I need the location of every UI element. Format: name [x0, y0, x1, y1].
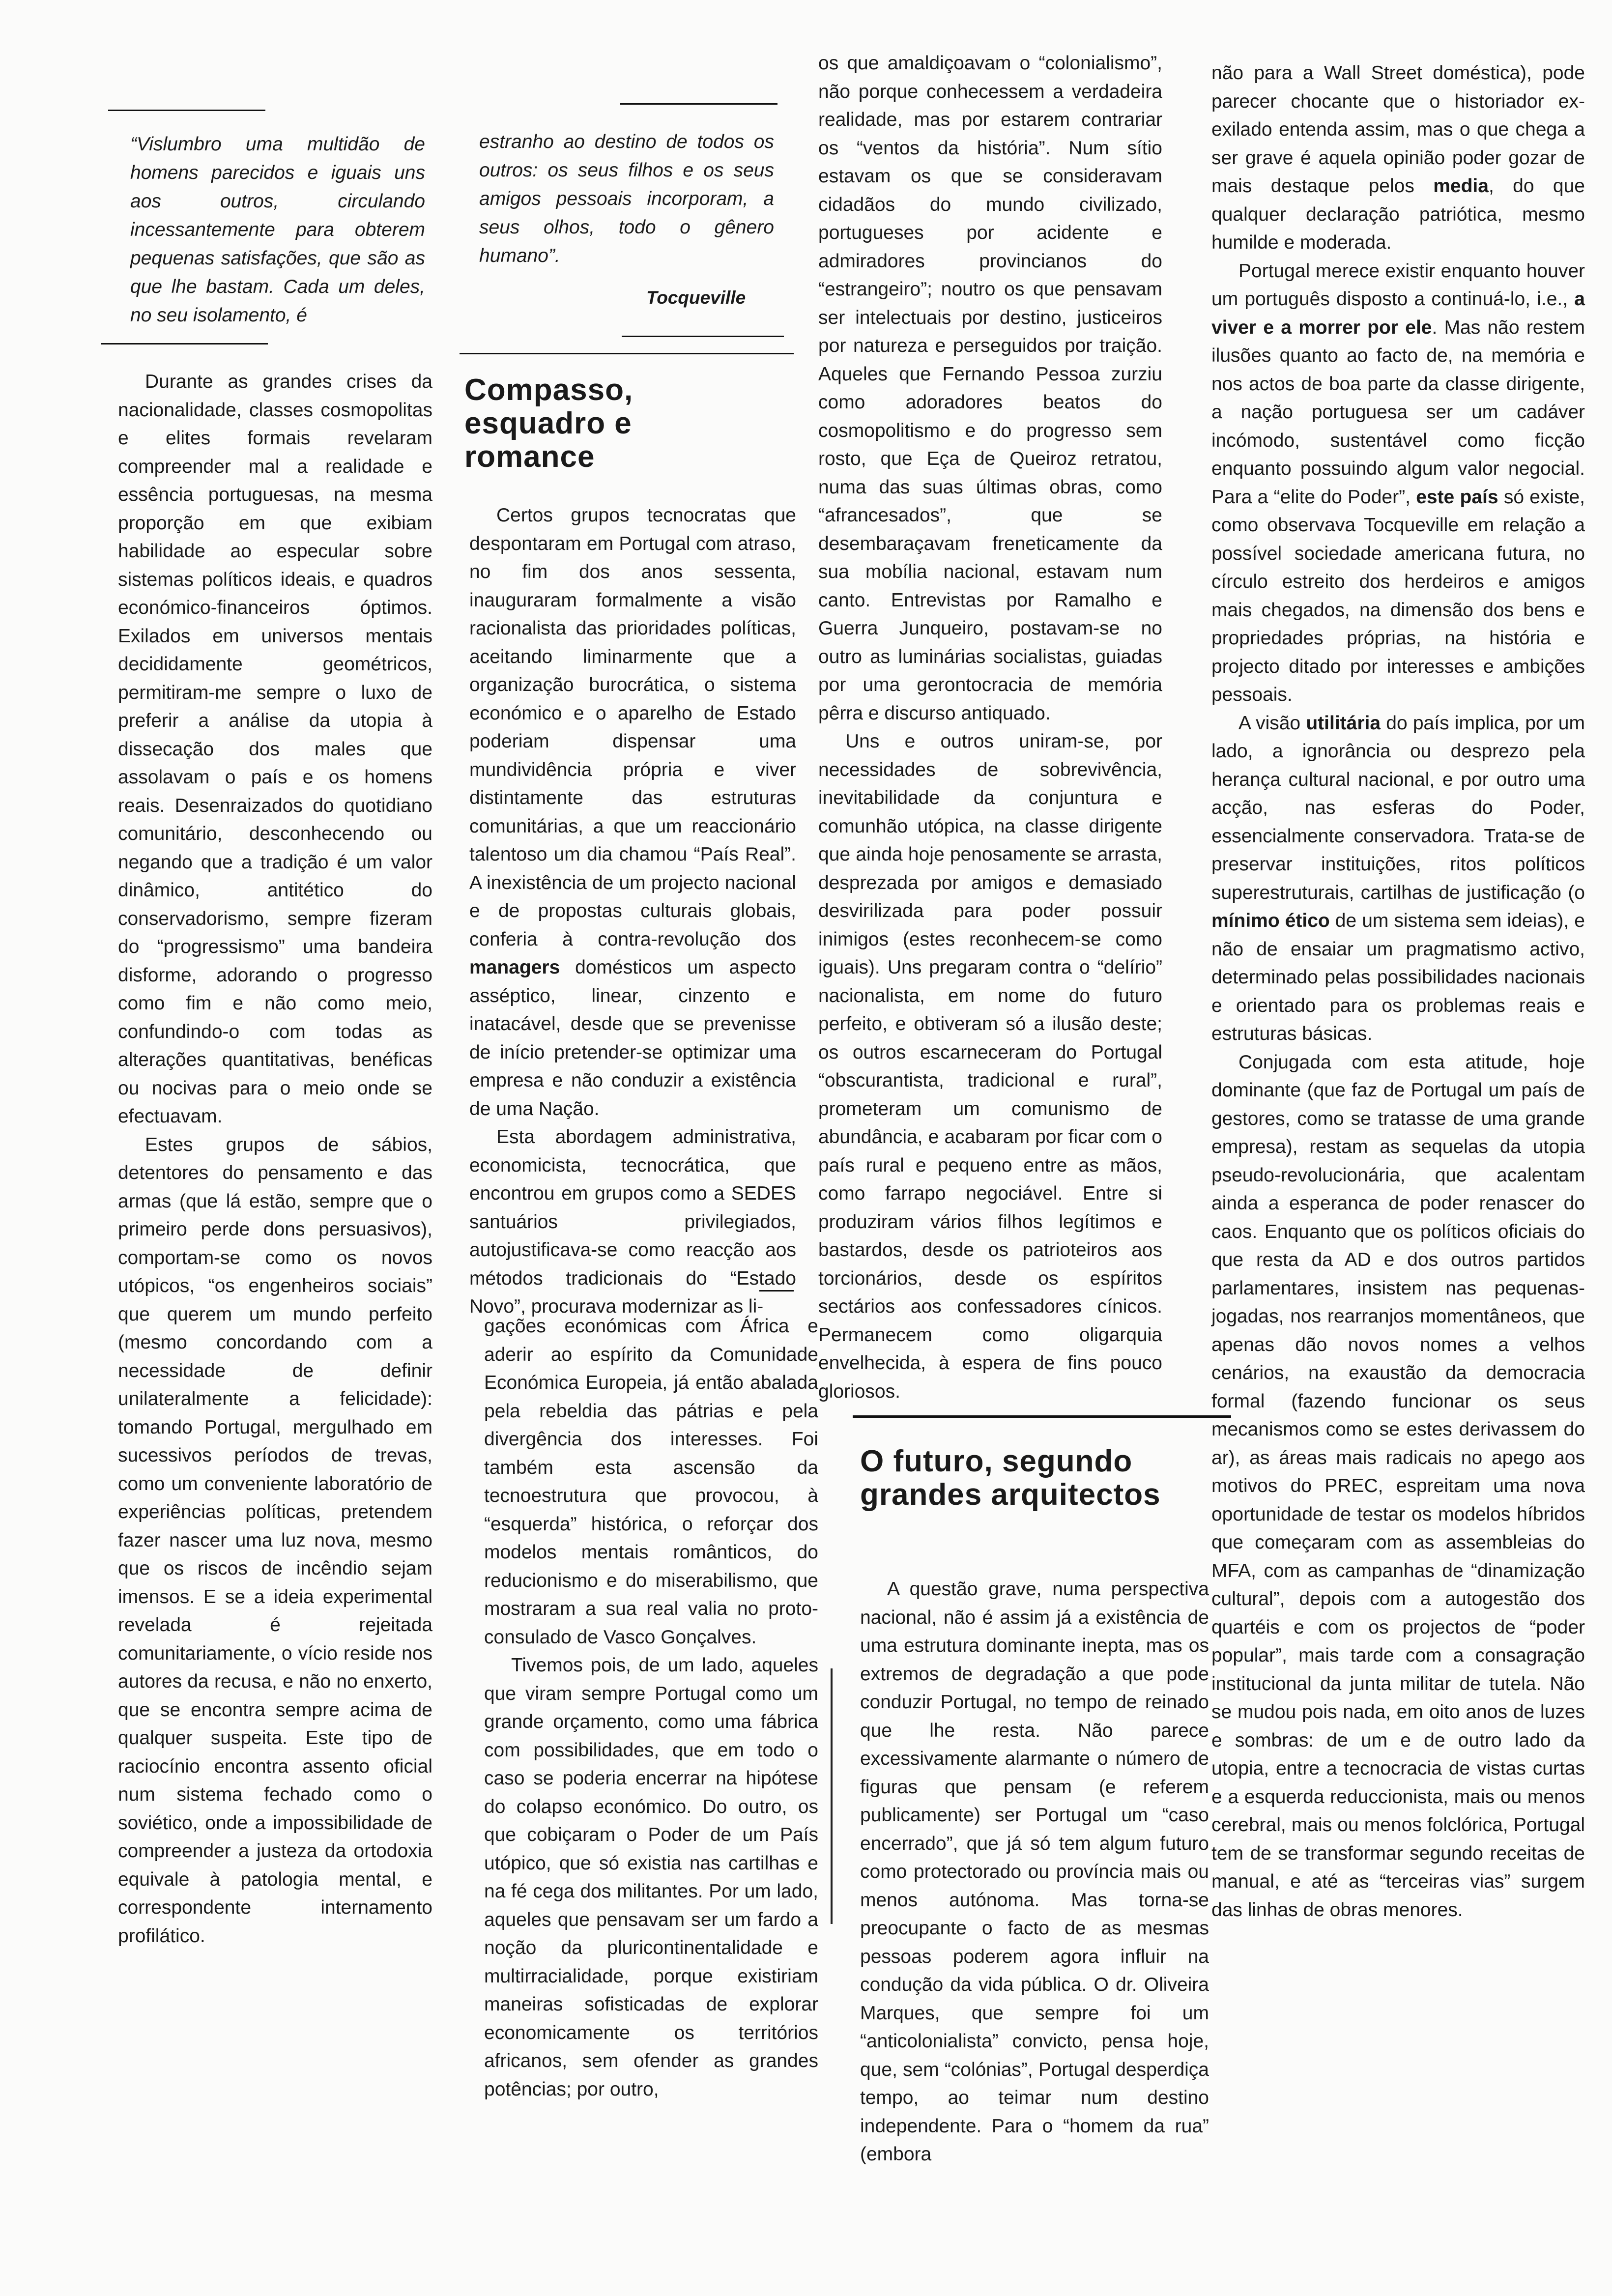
minimo-etico-term: mínimo ético: [1211, 910, 1330, 931]
col3-paragraph-1: os que amaldiçoavam o “colonialismo”, não porque conhecessem a verdadeira realidade, mas por estarem contrariar os “ventos da história”. Num sítio estavam os que se consideravam cidadãos do mundo civilizado, portugueses por acidente e admiradores provincianos do “estrangeiro”; noutro os que pensavam ser intelectuais por destino, justiceiros por natureza e perseguidos por traição. Aqueles que Fernando Pessoa zurziu como adoradores beatos do cosmopolitismo e do progresso sem rosto, que Eça de Queiroz retratou, numa das suas últimas obras, como “afrancesados”, que se desembaraçavam freneticamente da sua mobília nacional, estavam num canto. Entrevistas por Ramalho e Guerra Junqueiro, postavam-se no outro as luminárias socialistas, guiadas por uma gerontocracia de memória pêrra e discurso antiquado.: [818, 53, 1162, 724]
col2-paragraph-2-cont: gações económicas com África e aderir ao espírito da Comunidade Económica Europeia, já então abalada pela rebeldia das pátrias e pela divergência dos interesses. Foi também esta ascensão da tecnoestrutura que provocou, à “esquerda” histórica, o reforçar dos modelos mentais românticos, do reducionismo e do miserabilismo, que mostraram a sua real valia no proto-consulado de Vasco Gonçalves.: [484, 1316, 818, 1648]
column-3-bottom: [860, 1575, 1209, 2169]
col4-paragraph-2: Portugal merece existir enquanto houver um português disposto a continuá-lo, i.e., a viver e a morrer por ele. Mas não restem ilusões quanto ao facto de, na memória e nos actos de boa parte da classe dirigente, a nação portuguesa ser um cadáver incómodo, sustentável como ficção enquanto possuindo algum valor negocial. Para a “elite do Poder”, este país só existe, como observava Tocqueville em relação a possível sociedade americana futura, no círculo estreito dos herdeiros e amigos mais chegados, na dimensão dos bens e propriedades próprias, na história e projecto ditado por interesses e ambições pessoais.: [1211, 260, 1585, 705]
col3-paragraph-3: A questão grave, numa perspectiva nacional, não é assim já a existência de uma estrutura dominante inepta, mas os extremos de degradação a que pode conduzir Portugal, no tempo de reinado que lhe resta. Não parece excessivamente alarmante o número de figuras que pensam (e referem publicamente) ser Portugal um “caso encerrado”, que já só tem algum futuro como protectorado ou província mais ou menos autónoma. Mas torna-se preocupante o facto de as mesmas pessoas poderem agora influir na condução da vida pública. O dr. Oliveira Marques, que sempre foi um “anticolonialista” convicto, pensa hoje, que, sem “colónias”, Portugal desperdiça tempo, ao teimar num destino independente. Para o “homem da rua” (embora: [860, 1578, 1209, 2165]
managers-term: managers: [469, 957, 560, 978]
column-3: [818, 49, 1162, 1406]
headline-compasso: Compasso, esquadro e romance: [464, 373, 633, 474]
section2-rule: [853, 1415, 1231, 1418]
section-rule-top: [460, 353, 794, 354]
quote-rule-top-right: [620, 103, 777, 105]
col4-paragraph-3: A visão utilitária do país implica, por um lado, a ignorância ou desprezo pela herança cultural nacional, e por outro uma acção, nas esferas do Poder, essencialmente conservadora. Trata-se de preservar instituições, ritos políticos superestruturais, cartilhas de justificação (o mínimo ético de um sistema sem ideias), e não de ensaiar um pragmatismo activo, determinado pelas possibilidades nacionais e orientado para os problemas reais e estruturas básicas.: [1211, 712, 1585, 1044]
quote-rule-bottom-right: [622, 336, 784, 337]
quote-rule-bottom-left: [101, 343, 268, 344]
col2-divider: [759, 1290, 794, 1292]
quote-left-text: “Vislumbro uma multidão de homens parecidos e iguais uns aos outros, circulando incessantemente para obterem pequenas satisfações, que são as que lhe bastam. Cada um deles, no seu isolamento, é: [130, 134, 425, 326]
quote-right-text: estranho ao destino de todos os outros: os seus filhos e os seus amigos pessoais incorporam, a seus olhos, todo o gênero humano”.: [479, 131, 774, 266]
col1-paragraph-2: Estes grupos de sábios, detentores do pensamento e das armas (que lá estão, sempre que o primeiro perde dons persuasivos), comportam-se como os novos utópicos, “os engenheiros sociais” que querem um mundo perfeito (mesmo concordando com a necessidade de definir unilateralmente a felicidade): tomando Portugal, mergulhado em sucessivos períodos de trevas, como um conveniente laboratório de experiências políticas, pretendem fazer nascer uma luz nova, mesmo que os riscos de incêndio sejam imensos. E se a ideia experimental revelada é rejeitada comunitariamente, o vício reside nos autores da recusa, e não no enxerto, que se encontra sempre acima de qualquer suspeita. Este tipo de raciocínio encontra assento oficial num sistema fechado como o soviético, onde a impossibilidade de compreender a justeza da ortodoxia equivale à patologia mental, e correspondente internamento profilático.: [118, 1134, 432, 1947]
quote-author: Tocqueville: [646, 287, 746, 308]
utilitaria-term: utilitária: [1306, 712, 1381, 734]
viver-morrer-term: a viver e a morrer por ele: [1211, 288, 1585, 338]
column-1: [118, 368, 432, 1950]
column-4: [1211, 59, 1585, 1924]
col2-paragraph-3: Tivemos pois, de um lado, aqueles que viram sempre Portugal como um grande orçamento, como uma fábrica com possibilidades, que em todo o caso se poderia encerrar na hipótese do colapso económico. Do outro, os que cobiçaram o Poder de um País utópico, que só existia nas cartilhas e na fé cega dos militantes. Por um lado, aqueles que pensavam ser um fardo a noção da pluricontinentalidade e multirracialidade, porque existiriam maneiras sofisticadas de explorar economicamente os territórios africanos, sem ofender as grandes potências; por outro,: [484, 1655, 818, 2100]
este-pais-term: este país: [1416, 486, 1498, 508]
col1-paragraph-1: Durante as grandes crises da nacionalidade, classes cosmopolitas e elites formais revelaram compreender mal a realidade e essência portuguesas, na mesma proporção em que exibiam habilidade ao especular sobre sistemas políticos ideais, e quadros económico-financeiros óptimos. Exilados em universos mentais decididamente geométricos, permitiram-me sempre o luxo de preferir a análise da utopia à dissecação dos males que assolavam o país e os homens reais. Desenraizados do quotidiano comunitário, desconhecendo ou negando que a tradição é um valor dinâmico, antitético do conservadorismo, sempre fizeram do “progressismo” uma bandeira disforme, adorando o progresso como fim e não como meio, confundindo-o com todas as alterações quantitativas, benéficas ou nocivas para o meio onde se efectuavam.: [118, 371, 432, 1127]
column-2-top: [469, 501, 796, 1321]
headline-futuro: O futuro, segundo grandes arquitectos: [860, 1444, 1161, 1512]
col3-paragraph-2: Uns e outros uniram-se, por necessidades de sobrevivência, inevitabilidade da conjuntura e comunhão utópica, na classe dirigente que ainda hoje penosamente se arrasta, desprezada por amigos e demasiado desvirilizada para poder possuir inimigos (estes reconhecem-se como iguais). Uns pregaram contra o “delírio” nacionalista, em nome do futuro perfeito, e obtiveram só a ilusão deste; os outros escarneceram do Portugal “obscurantista, tradicional e rural”, prometeram um comunismo de abundância, e acabaram por ficar com o país rural e pequeno entre as mãos, como farrapo negociável. Entre si produziram vários filhos legítimos e bastardos, desde os patrioteiros aos torcionários, desde os espíritos sectários aos confessadores cínicos. Permanecem como oligarquia envelhecida, à espera de fins pouco gloriosos.: [818, 731, 1162, 1402]
quote-rule-top-left: [108, 110, 265, 111]
column-2-bottom: [484, 1312, 818, 2103]
col4-paragraph-1: não para a Wall Street doméstica), pode parecer chocante que o historiador ex-exilado entenda assim, mas o que chega a ser grave é aquela opinião poder gozar de mais destaque pelos media, do que qualquer declaração patriótica, mesmo humilde e moderada.: [1211, 62, 1585, 253]
col2-paragraph-2: Esta abordagem administrativa, economicista, tecnocrática, que encontrou em grupos como a SEDES santuários privilegiados, autojustificava-se como reacção aos métodos tradicionais do “Estado Novo”, procurava modernizar as li-: [469, 1126, 796, 1317]
col2-margin-line: [831, 1668, 833, 1924]
media-term: media: [1433, 175, 1489, 197]
col4-paragraph-4: Conjugada com esta atitude, hoje dominante (que faz de Portugal um país de gestores, como se tratasse de uma grande empresa), restam as sequelas da utopia pseudo-revolucionária, que acalentam ainda a esperanca de poder renascer do caos. Enquanto que os políticos oficiais do que resta da AD e dos outros partidos parlamentares, insistem nas pequenas-jogadas, nos rearranjos momentâneos, que apenas dão novos nomes a velhos cenários, na exaustão da democracia formal (fazendo funcionar os seus mecanismos como se estes derivassem do ar), as áreas mais radicais no apego aos motivos do PREC, espreitam uma nova oportunidade de testar os modelos híbridos que começaram com as assembleias do MFA, com as campanhas de “dinamização cultural”, depois com a autogestão dos quartéis e com os projectos de “poder popular”, mais tarde com a consagração institucional da junta militar de tutela. Não se mudou pois nada, em oito anos de luzes e sombras: de um e de outro lado da utopia, entre a tecnocracia de vistas curtas e a esquerda reduccionista, mais ou menos cerebral, mais ou menos folclórica, Portugal tem de se transformar segundo receitas de manual, e até as “terceiras vias” surgem das linhas de obras menores.: [1211, 1051, 1585, 1921]
col2-paragraph-1: Certos grupos tecnocratas que despontaram em Portugal com atraso, no fim dos anos sessenta, inauguraram formalmente a visão racionalista das prioridades políticas, aceitando liminarmente que a organização burocrática, o sistema económico e o aparelho de Estado poderiam dispensar uma mundividência própria e viver distintamente das estruturas comunitárias, a que um reaccionário talentoso um dia chamou “País Real”. A inexistência de um projecto nacional e de propostas culturais globais, conferia à contra-revolução dos managers domésticos um aspecto asséptico, linear, cinzento e inatacável, desde que se prevenisse de início pretender-se optimizar uma empresa e não conduzir a existência de uma Nação.: [469, 505, 796, 1119]
